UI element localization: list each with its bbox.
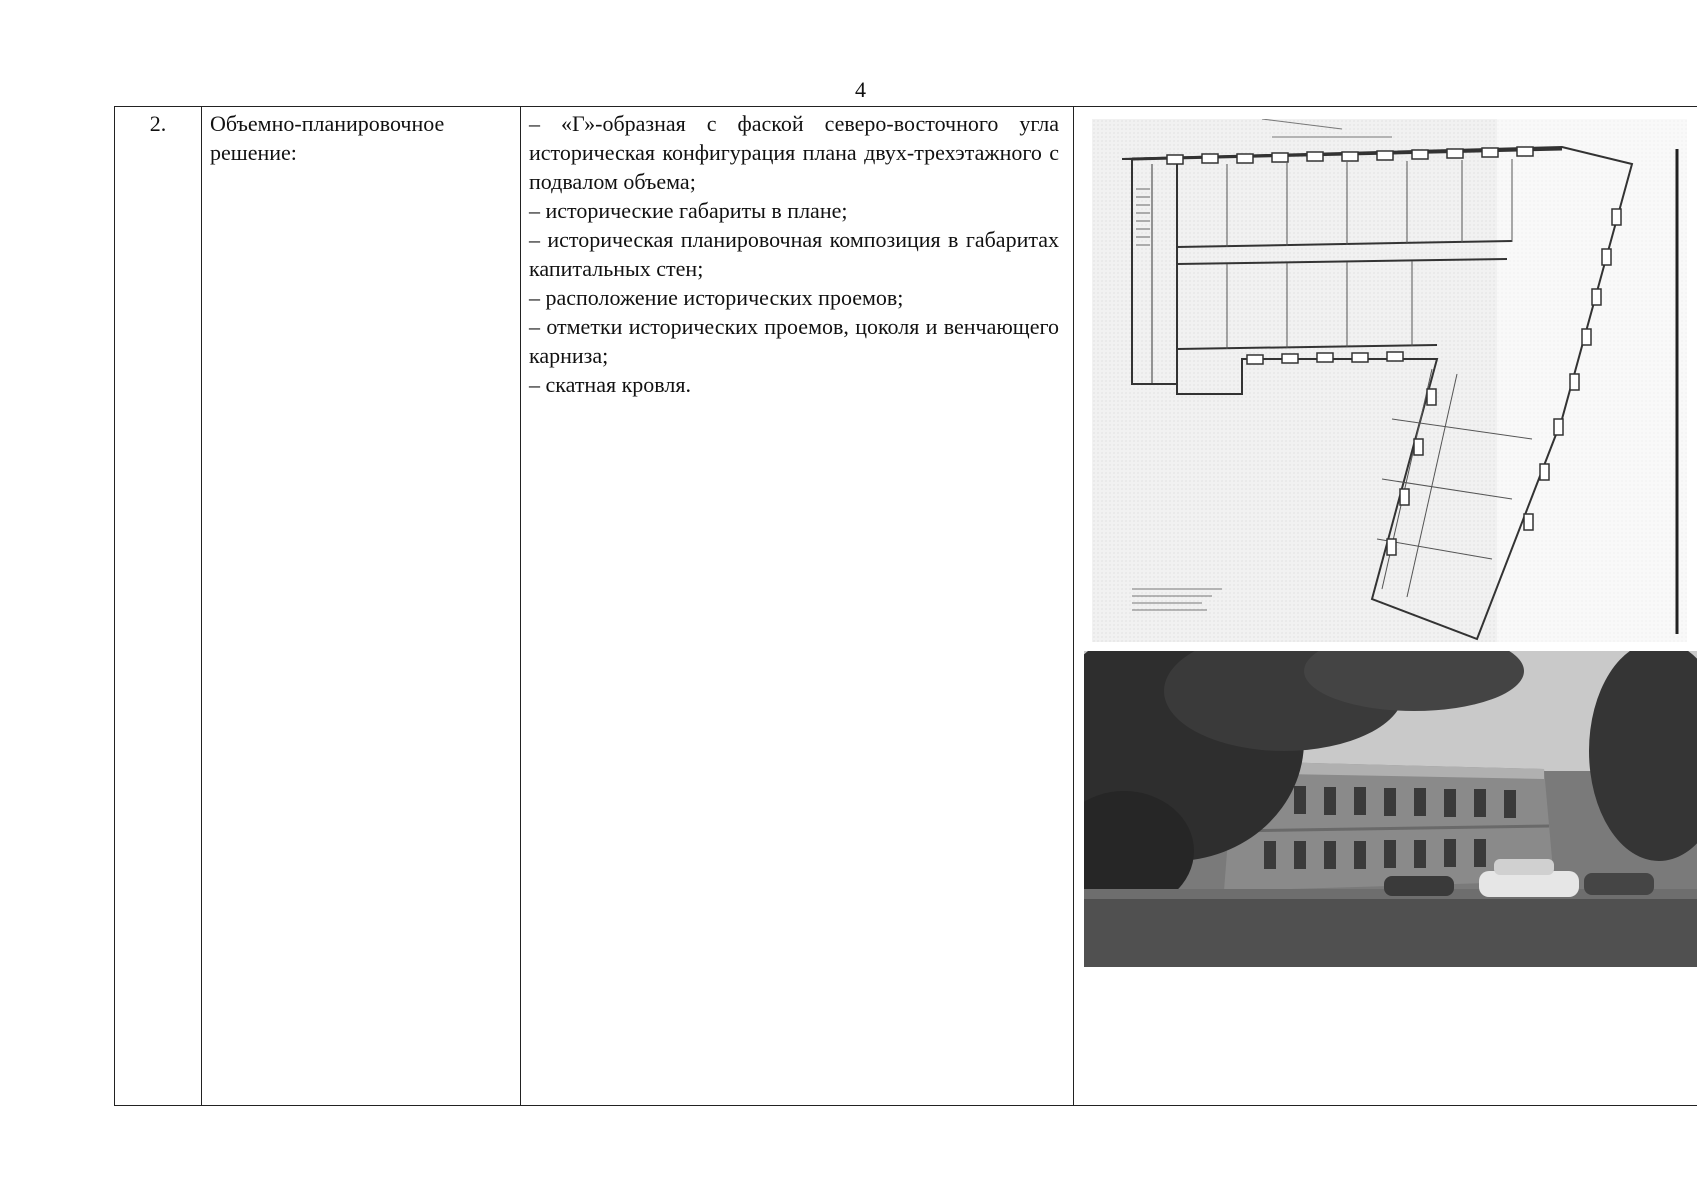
list-item: – историческая планировочная композиция в габаритах капитальных стен; [529, 227, 1059, 281]
facade-photo [1084, 651, 1697, 967]
list-item: – расположение исторических проемов; [529, 285, 904, 310]
row-index: 2. [115, 107, 202, 1106]
row-name: Объемно-планировочное решение: [202, 107, 521, 1106]
row-description [521, 107, 1074, 1106]
floor-plan-drawing [1092, 119, 1687, 642]
floor-plan-image [1092, 119, 1687, 642]
list-item: – скатная кровля. [529, 372, 691, 397]
list-item: – отметки исторических проемов, цоколя и венчающего карниза; [529, 314, 1059, 368]
building-facade-photo [1084, 651, 1697, 967]
row-images [1074, 107, 1697, 1106]
protection-subject-table [114, 106, 1697, 1106]
list-item: – «Г»-образная с фаской северо-восточного угла историческая конфигурация плана двух-трехэтажного с подвалом объема; [529, 111, 1059, 194]
table-row [115, 107, 1697, 1106]
page-number: 4 [855, 77, 866, 102]
list-item: – исторические габариты в плане; [529, 198, 848, 223]
